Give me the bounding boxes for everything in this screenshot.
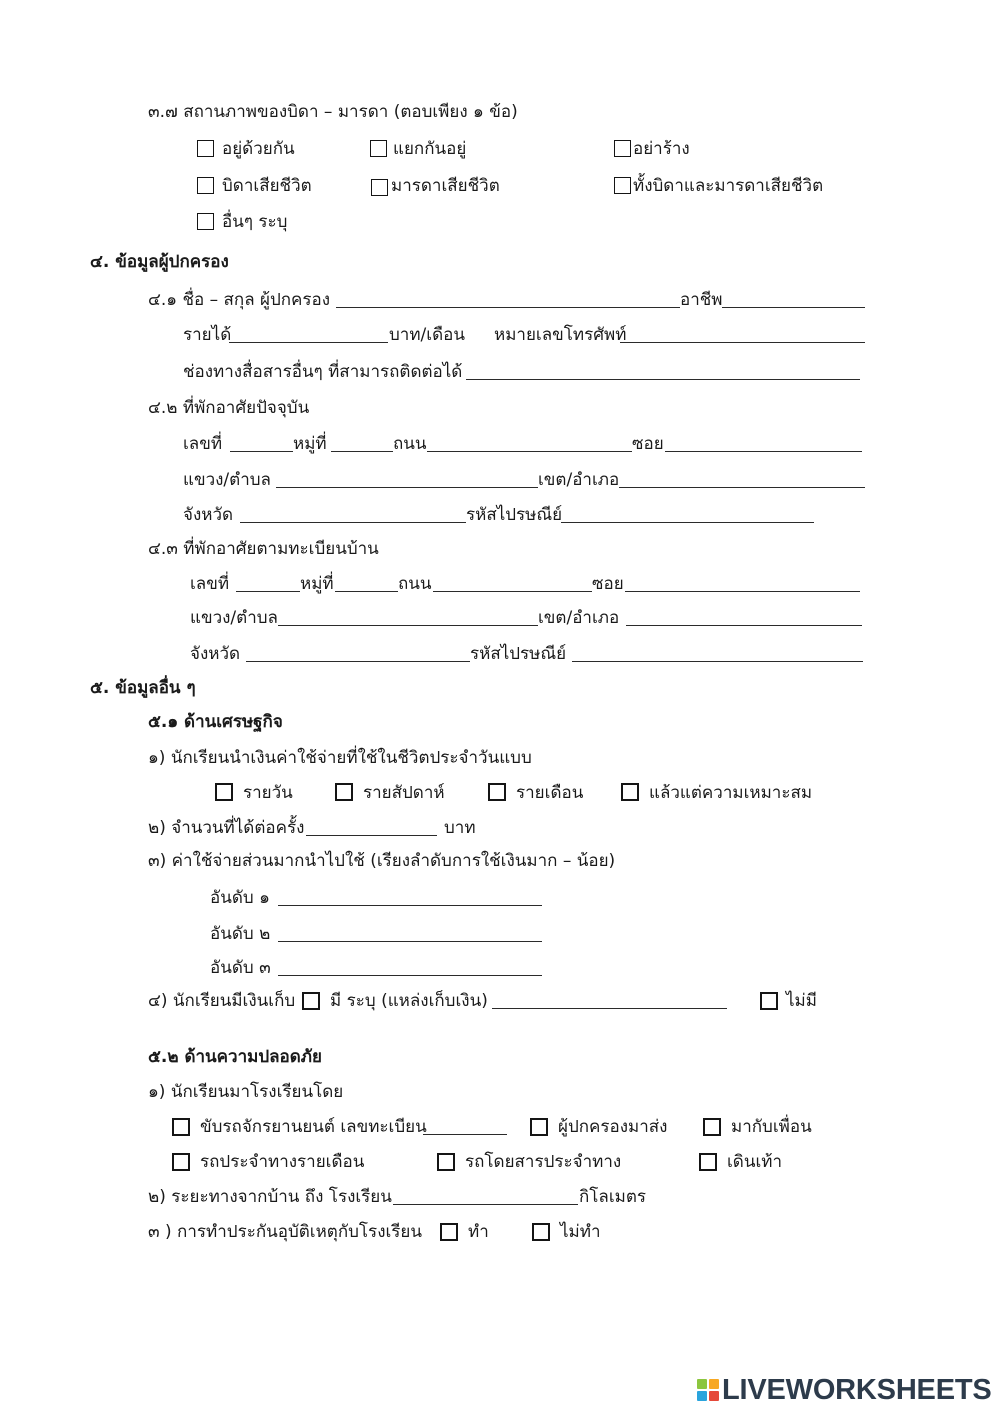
section-4-header bbox=[0, 250, 1000, 274]
label-no-savings: ไม่มี bbox=[786, 991, 817, 1011]
label-divorced: อย่าร้าง bbox=[633, 139, 690, 159]
rank-1-input[interactable] bbox=[278, 886, 542, 906]
economy-header bbox=[0, 710, 1000, 734]
current-address-header bbox=[0, 396, 1000, 420]
safety-q3 bbox=[0, 1220, 1000, 1244]
distance-unit: กิโลเมตร bbox=[579, 1187, 647, 1207]
other-contact-input[interactable] bbox=[466, 360, 860, 380]
parent-status-options-row-1 bbox=[0, 137, 1000, 161]
rank-row-2 bbox=[0, 922, 1000, 946]
label-monthly-bus: รถประจำทางรายเดือน bbox=[200, 1152, 365, 1172]
registered-house-no-input[interactable] bbox=[236, 572, 300, 592]
rank-row-3 bbox=[0, 956, 1000, 980]
checkbox-with-friends[interactable] bbox=[703, 1118, 721, 1136]
current-road-label: ถนน bbox=[393, 434, 427, 454]
safety-q1-options-row-1 bbox=[0, 1115, 1000, 1139]
checkbox-insured[interactable] bbox=[440, 1223, 458, 1241]
label-monthly: รายเดือน bbox=[516, 783, 584, 803]
label-weekly: รายสัปดาห์ bbox=[363, 783, 445, 803]
registered-address-header bbox=[0, 537, 1000, 561]
checkbox-separated[interactable] bbox=[370, 140, 387, 157]
rank-3-input[interactable] bbox=[278, 956, 542, 976]
registered-address-row-2 bbox=[0, 606, 1000, 630]
phone-label: หมายเลขโทรศัพท์ bbox=[494, 325, 627, 345]
checkbox-both-deceased[interactable] bbox=[614, 177, 631, 194]
checkbox-living-together[interactable] bbox=[197, 140, 214, 157]
registered-postcode-label: รหัสไปรษณีย์ bbox=[470, 644, 567, 664]
registered-road-label: ถนน bbox=[398, 574, 432, 594]
label-walk: เดินเท้า bbox=[727, 1152, 783, 1172]
logo-tile-blue bbox=[697, 1391, 707, 1401]
rank-3-label: อันดับ ๓ bbox=[210, 958, 271, 978]
checkbox-no-savings[interactable] bbox=[760, 992, 778, 1010]
checkbox-daily[interactable] bbox=[215, 783, 233, 801]
logo-tile-orange bbox=[709, 1379, 719, 1389]
registered-subdistrict-label: แขวง/ตำบล bbox=[190, 608, 278, 628]
other-contact-label: ช่องทางสื่อสารอื่นๆ ที่สามารถติดต่อได้ bbox=[183, 362, 463, 382]
income-label: รายได้ bbox=[183, 325, 232, 345]
rank-2-label: อันดับ ๒ bbox=[210, 924, 271, 944]
parent-status-options-row-3 bbox=[0, 210, 1000, 234]
current-address-row-3 bbox=[0, 503, 1000, 527]
label-living-together: อยู่ด้วยกัน bbox=[222, 139, 295, 159]
checkbox-public-bus[interactable] bbox=[437, 1153, 455, 1171]
occupation-label: อาชีพ bbox=[680, 290, 723, 310]
label-mother-deceased: มารดาเสียชีวิต bbox=[391, 176, 500, 196]
rank-1-label: อันดับ ๑ bbox=[210, 888, 270, 908]
current-postcode-label: รหัสไปรษณีย์ bbox=[466, 505, 563, 525]
checkbox-divorced[interactable] bbox=[614, 140, 631, 157]
checkbox-as-appropriate[interactable] bbox=[621, 783, 639, 801]
checkbox-ride-motorcycle[interactable] bbox=[172, 1118, 190, 1136]
registered-soi-input[interactable] bbox=[625, 572, 860, 592]
logo-tile-green bbox=[697, 1379, 707, 1389]
registered-address-row-1 bbox=[0, 572, 1000, 596]
economy-q2-label: ๒) จำนวนที่ได้ต่อครั้ง bbox=[148, 818, 305, 838]
registered-house-no-label: เลขที่ bbox=[190, 574, 230, 594]
amount-per-time-input[interactable] bbox=[306, 816, 437, 836]
registered-postcode-input[interactable] bbox=[572, 642, 863, 662]
checkbox-not-insured[interactable] bbox=[532, 1223, 550, 1241]
checkbox-walk[interactable] bbox=[699, 1153, 717, 1171]
current-moo-input[interactable] bbox=[331, 432, 393, 452]
economy-q4-label: ๔) นักเรียนมีเงินเก็บ bbox=[148, 991, 296, 1011]
label-other-specify: อื่นๆ ระบุ bbox=[222, 212, 288, 232]
guardian-income-row bbox=[0, 323, 1000, 347]
current-house-no-input[interactable] bbox=[230, 432, 293, 452]
liveworksheets-wordmark: LIVEWORKSHEETS bbox=[722, 1374, 992, 1406]
label-separated: แยกกันอยู่ bbox=[393, 139, 467, 159]
checkbox-guardian-drop-off[interactable] bbox=[530, 1118, 548, 1136]
income-input[interactable] bbox=[229, 323, 388, 343]
label-has-savings: มี ระบุ (แหล่งเก็บเงิน) bbox=[330, 991, 488, 1011]
economy-q1-options bbox=[0, 781, 1000, 805]
label-not-insured: ไม่ทำ bbox=[560, 1222, 601, 1242]
checkbox-weekly[interactable] bbox=[335, 783, 353, 801]
registered-moo-input[interactable] bbox=[335, 572, 398, 592]
label-with-friends: มากับเพื่อน bbox=[731, 1117, 812, 1137]
current-soi-label: ซอย bbox=[632, 434, 664, 454]
label-ride-motorcycle: ขับรถจักรยานยนต์ เลขทะเบียน bbox=[200, 1117, 427, 1137]
current-address-title: ๔.๒ ที่พักอาศัยปัจจุบัน bbox=[148, 398, 310, 418]
registered-soi-label: ซอย bbox=[592, 574, 624, 594]
economy-q4 bbox=[0, 989, 1000, 1013]
occupation-input[interactable] bbox=[722, 288, 865, 308]
rank-2-input[interactable] bbox=[278, 922, 542, 942]
safety-q1-options-row-2 bbox=[0, 1150, 1000, 1174]
economy-q1 bbox=[0, 746, 1000, 770]
parent-status-title: ๓.๗ สถานภาพของบิดา – มารดา (ตอบเพียง ๑ ข้อ) bbox=[148, 102, 518, 122]
distance-input[interactable] bbox=[393, 1185, 578, 1205]
registered-moo-label: หมู่ที่ bbox=[300, 574, 334, 594]
guardian-name-input[interactable] bbox=[336, 288, 680, 308]
checkbox-other-specify[interactable] bbox=[197, 213, 214, 230]
logo-tile-red bbox=[709, 1391, 719, 1401]
economy-q3 bbox=[0, 849, 1000, 873]
registered-province-label: จังหวัด bbox=[190, 644, 241, 664]
checkbox-father-deceased[interactable] bbox=[197, 177, 214, 194]
checkbox-mother-deceased[interactable] bbox=[371, 179, 388, 196]
economy-q2 bbox=[0, 816, 1000, 840]
safety-q2 bbox=[0, 1185, 1000, 1209]
checkbox-monthly[interactable] bbox=[488, 783, 506, 801]
checkbox-has-savings[interactable] bbox=[302, 992, 320, 1010]
registered-road-input[interactable] bbox=[433, 572, 592, 592]
motorcycle-plate-input[interactable] bbox=[423, 1115, 507, 1135]
economy-q1-label: ๑) นักเรียนนำเงินค่าใช้จ่ายที่ใช้ในชีวิตประจำวันแบบ bbox=[148, 748, 532, 768]
current-district-label: เขต/อำเภอ bbox=[538, 470, 620, 490]
rank-row-1 bbox=[0, 886, 1000, 910]
label-public-bus: รถโดยสารประจำทาง bbox=[465, 1152, 622, 1172]
label-guardian-drop-off: ผู้ปกครองมาส่ง bbox=[558, 1117, 668, 1137]
liveworksheets-logo-icon bbox=[697, 1379, 719, 1401]
current-district-input[interactable] bbox=[619, 468, 865, 488]
label-daily: รายวัน bbox=[243, 783, 293, 803]
label-both-deceased: ทั้งบิดาและมารดาเสียชีวิต bbox=[633, 176, 824, 196]
safety-q1 bbox=[0, 1080, 1000, 1104]
checkbox-monthly-bus[interactable] bbox=[172, 1153, 190, 1171]
label-father-deceased: บิดาเสียชีวิต bbox=[222, 176, 312, 196]
parent-status-question bbox=[0, 100, 1000, 124]
phone-input[interactable] bbox=[620, 323, 865, 343]
label-insured: ทำ bbox=[468, 1222, 489, 1242]
savings-source-input[interactable] bbox=[492, 989, 727, 1009]
current-province-label: จังหวัด bbox=[183, 505, 234, 525]
safety-title: ๕.๒ ด้านความปลอดภัย bbox=[148, 1047, 322, 1067]
safety-header bbox=[0, 1045, 1000, 1069]
current-subdistrict-label: แขวง/ตำบล bbox=[183, 470, 271, 490]
current-house-no-label: เลขที่ bbox=[183, 434, 223, 454]
guardian-name-row bbox=[0, 288, 1000, 312]
section-5-header bbox=[0, 676, 1000, 700]
safety-q1-label: ๑) นักเรียนมาโรงเรียนโดย bbox=[148, 1082, 344, 1102]
parent-status-options-row-2 bbox=[0, 174, 1000, 198]
economy-title: ๕.๑ ด้านเศรษฐกิจ bbox=[148, 712, 283, 732]
safety-q3-label: ๓ ) การทำประกันอุบัติเหตุกับโรงเรียน bbox=[148, 1222, 423, 1242]
safety-q2-label: ๒) ระยะทางจากบ้าน ถึง โรงเรียน bbox=[148, 1187, 392, 1207]
current-postcode-input[interactable] bbox=[561, 503, 814, 523]
registered-province-input[interactable] bbox=[246, 642, 470, 662]
current-address-row-1 bbox=[0, 432, 1000, 456]
guardian-name-label: ๔.๑ ชื่อ – สกุล ผู้ปกครอง bbox=[148, 290, 331, 310]
label-as-appropriate: แล้วแต่ความเหมาะสม bbox=[649, 783, 813, 803]
current-moo-label: หมู่ที่ bbox=[293, 434, 327, 454]
amount-unit: บาท bbox=[444, 818, 476, 838]
current-province-input[interactable] bbox=[240, 503, 466, 523]
section-5-heading: ๕. ข้อมูลอื่น ๆ bbox=[90, 678, 196, 698]
income-unit: บาท/เดือน bbox=[389, 325, 465, 345]
section-4-heading: ๔. ข้อมูลผู้ปกครอง bbox=[90, 252, 229, 272]
registered-address-title: ๔.๓ ที่พักอาศัยตามทะเบียนบ้าน bbox=[148, 539, 379, 559]
current-road-input[interactable] bbox=[427, 432, 632, 452]
registered-district-input[interactable] bbox=[626, 606, 862, 626]
current-subdistrict-input[interactable] bbox=[276, 468, 538, 488]
registered-address-row-3 bbox=[0, 642, 1000, 666]
current-soi-input[interactable] bbox=[665, 432, 862, 452]
economy-q3-label: ๓) ค่าใช้จ่ายส่วนมากนำไปใช้ (เรียงลำดับการใช้เงินมาก – น้อย) bbox=[148, 851, 616, 871]
current-address-row-2 bbox=[0, 468, 1000, 492]
guardian-contact-row bbox=[0, 360, 1000, 384]
registered-district-label: เขต/อำเภอ bbox=[538, 608, 620, 628]
registered-subdistrict-input[interactable] bbox=[278, 606, 538, 626]
